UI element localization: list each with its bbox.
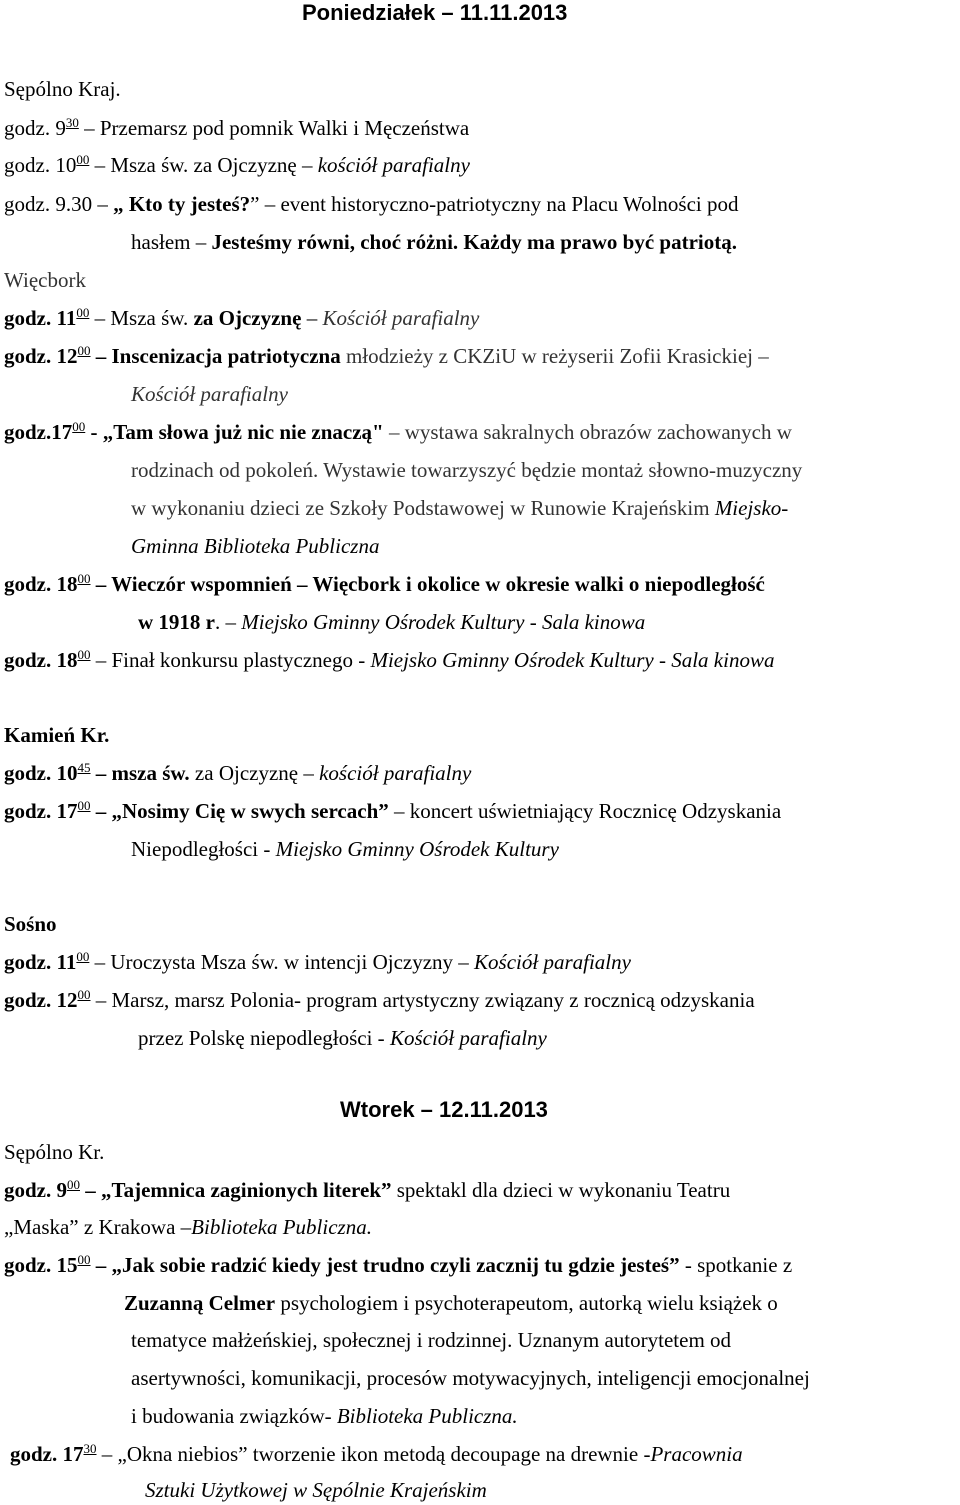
event-line: asertywności, komunikacji, procesów motywacyjnych, inteligencji emocjonalnej: [131, 1366, 810, 1390]
event-line: godz. $17^{00}$ – „Nosimy Cię w swych sercach” – koncert uświetniający Rocznicę Odzyskania: [4, 798, 782, 823]
day2-title: Wtorek – 12.11.2013: [340, 1097, 548, 1122]
event-line: Niepodległości - Miejsko Gminny Ośrodek Kultury: [131, 837, 559, 861]
event-line: rodzinach od pokoleń. Wystawie towarzyszyć będzie montaż słowno-muzyczny: [131, 458, 803, 482]
event-place: Sztuki Użytkowej w Sępólnie Krajeńskim: [145, 1478, 487, 1502]
event-line: godz. $12^{00}$ – Marsz, marsz Polonia- program artystyczny związany z rocznicą odzyskania: [4, 987, 755, 1012]
event-line: godz. $11^{00}$ – Uroczysta Msza św. w intencji Ojczyzny – Kościół parafialny: [4, 949, 631, 974]
event-line: godz. $12^{00}$ – Inscenizacja patriotyczna młodzieży z CKZiU w reżyserii Zofii Krasickiej –: [4, 343, 769, 368]
event-line: godz. $15^{00}$ – „Jak sobie radzić kiedy jest trudno czyli zacznij tu gdzie jesteś” - spotkanie z: [4, 1252, 793, 1277]
event-line: godz. $18^{00}$ – Finał konkursu plastycznego - Miejsko Gminny Ośrodek Kultury - Sala kinowa: [4, 647, 775, 672]
place-sepolno: Sępólno Kraj.: [4, 77, 121, 101]
event-line: godz. $10^{00}$ – Msza św. za Ojczyznę – kościół parafialny: [4, 152, 470, 177]
place-sosno: Sośno: [4, 912, 57, 936]
place-kamien: Kamień Kr.: [4, 723, 110, 747]
place-sepolno-2: Sępólno Kr.: [4, 1140, 105, 1164]
event-line: Zuzanną Celmer psychologiem i psychoterapeutom, autorką wielu książek o: [124, 1291, 778, 1315]
event-place: Kościół parafialny: [131, 382, 288, 406]
event-line: godz. 9.30 – „ Kto ty jesteś?” – event historyczno-patriotyczny na Placu Wolności pod: [4, 192, 739, 216]
event-line: hasłem – Jesteśmy równi, choć różni. Każdy ma prawo być patriotą.: [131, 230, 737, 254]
day1-title: Poniedziałek – 11.11.2013: [302, 0, 568, 25]
event-line: godz. $9^{00}$ – „Tajemnica zaginionych literek” spektakl dla dzieci w wykonaniu Teatru: [4, 1177, 731, 1202]
event-place: Gminna Biblioteka Publiczna: [131, 534, 380, 558]
event-line: godz. $18^{00}$ – Wieczór wspomnień – Więcbork i okolice w okresie walki o niepodległość: [4, 571, 765, 596]
place-wiecbork: Więcbork: [4, 268, 86, 292]
event-line: godz. $17^{30}$ – „Okna niebios” tworzenie ikon metodą decoupage na drewnie -Pracownia: [10, 1441, 743, 1466]
event-line: w wykonaniu dzieci ze Szkoły Podstawowej w Runowie Krajeńskim Miejsko-: [131, 496, 789, 520]
event-line: w 1918 r. – Miejsko Gminny Ośrodek Kultury - Sala kinowa: [138, 610, 646, 634]
event-line: godz. $10^{45}$ – msza św. za Ojczyznę – kościół parafialny: [4, 760, 472, 785]
event-line: tematyce małżeńskiej, społecznej i rodzinnej. Uznanym autorytetem od: [131, 1328, 732, 1352]
event-line: i budowania związków- Biblioteka Publiczna.: [131, 1404, 518, 1428]
event-line: „Maska” z Krakowa –Biblioteka Publiczna.: [4, 1215, 372, 1239]
event-line: godz. $11^{00}$ – Msza św. za Ojczyznę – Kościół parafialny: [4, 305, 480, 330]
event-line: $godz.17^{00}$ - „Tam słowa już nic nie znaczą" – wystawa sakralnych obrazów zachowanych w: [4, 419, 792, 444]
event-line: godz. $9^{30}$ – Przemarsz pod pomnik Walki i Męczeństwa: [4, 115, 470, 140]
event-line: przez Polskę niepodległości - Kościół parafialny: [138, 1026, 547, 1050]
